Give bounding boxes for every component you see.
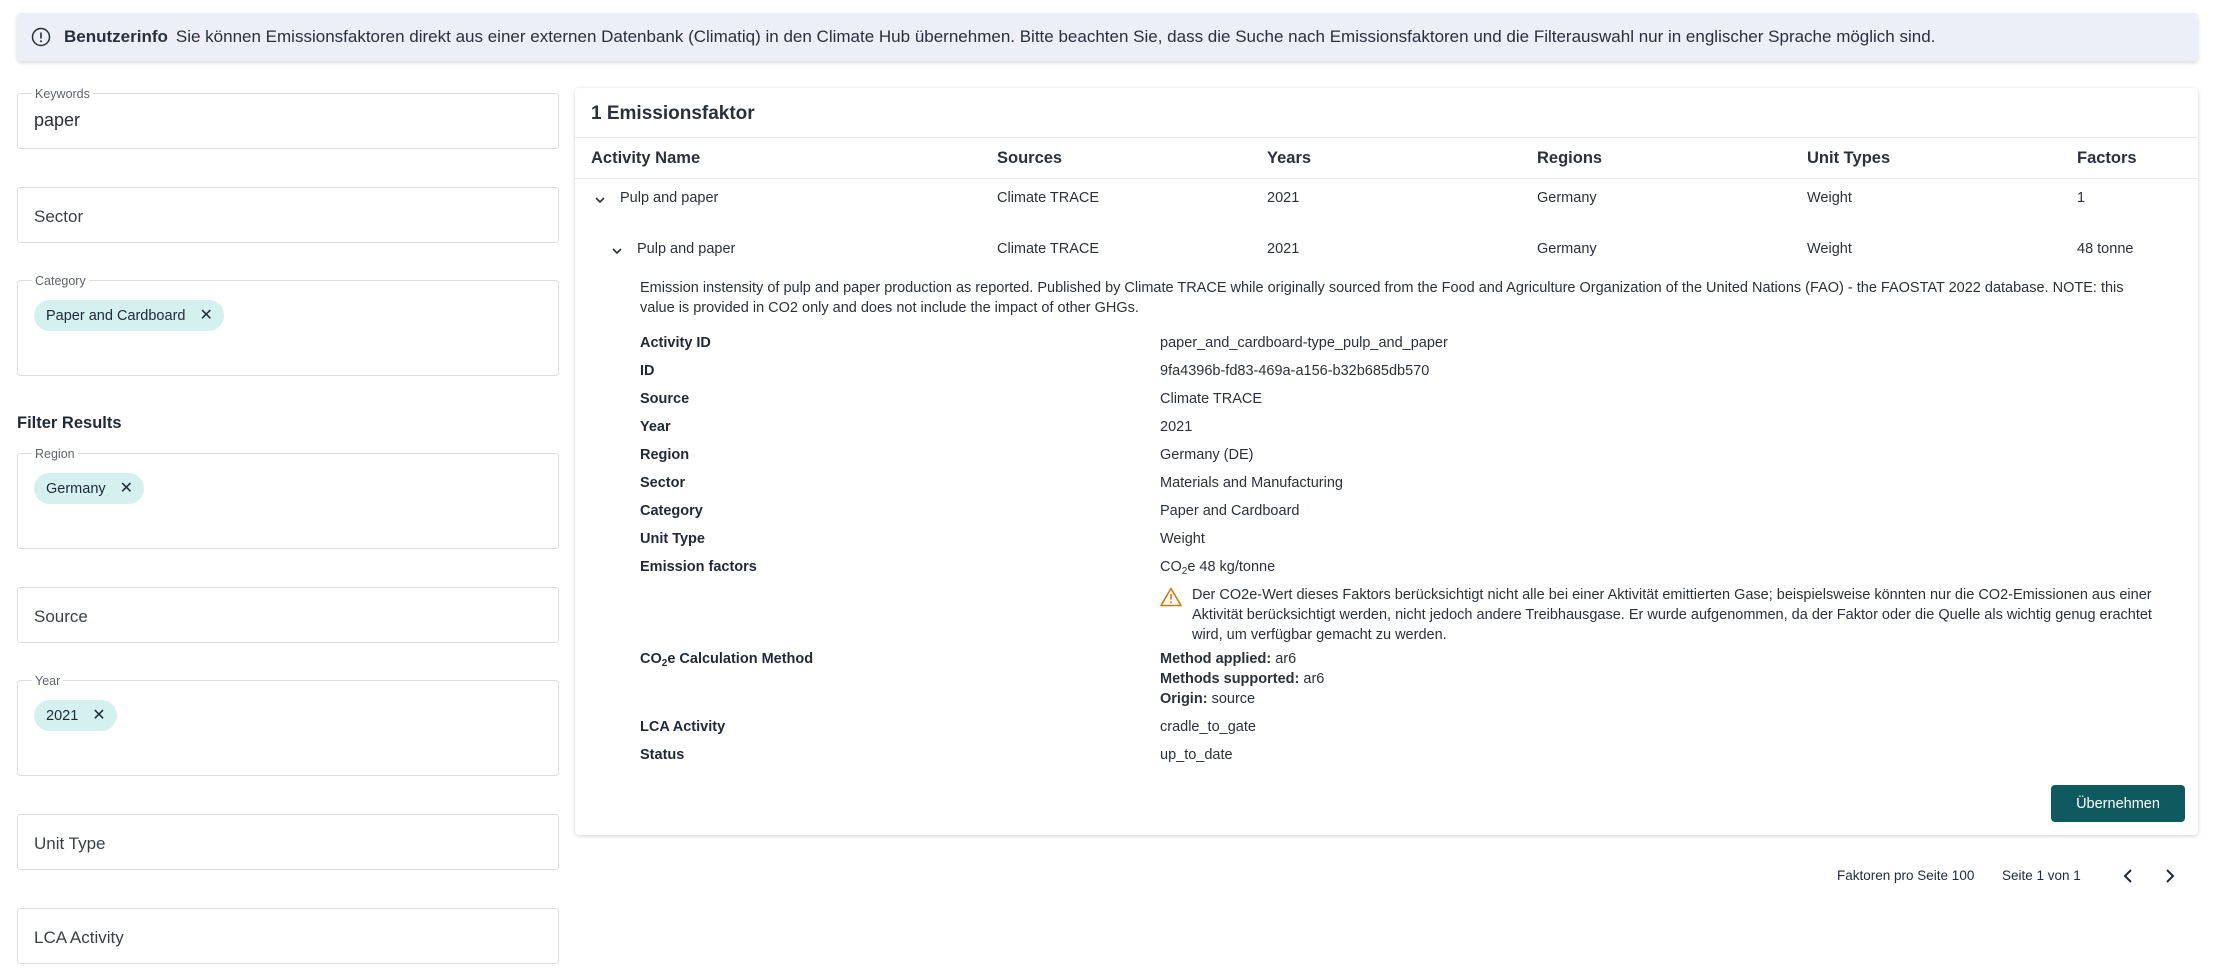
- detail-label: LCA Activity: [640, 719, 726, 735]
- sector-field[interactable]: [17, 187, 559, 243]
- remove-region-icon[interactable]: ✕: [119, 479, 134, 497]
- cell-year: 2021: [1267, 190, 1300, 206]
- detail-label: Source: [640, 391, 690, 407]
- chevron-down-icon[interactable]: [610, 244, 624, 258]
- cell-factors: 48 tonne: [2077, 241, 2134, 257]
- info-icon: [31, 27, 51, 47]
- detail-value: Materials and Manufacturing: [1160, 475, 1343, 491]
- apply-button[interactable]: Übernehmen: [2051, 785, 2185, 822]
- factor-description: Emission instensity of pulp and paper production as reported. Published by Climate TRACE while originally sourced from the Food and Agriculture Organization of the United Nations (FAO) - the FAOSTAT 2022 database. NOTE: this value is provided in CO2 only and does not include the impact of other GHGs.: [640, 280, 2124, 316]
- region-label: Region: [32, 447, 78, 461]
- year-chip-label: 2021: [46, 707, 79, 724]
- detail-label: Emission factors: [640, 559, 757, 575]
- chevron-left-icon[interactable]: [2118, 865, 2140, 887]
- detail-label: $CO_2e$ Calculation Method: [640, 651, 814, 669]
- page-info: Seite 1 von 1: [2002, 868, 2081, 883]
- category-field[interactable]: [17, 274, 559, 376]
- col-unit-types[interactable]: Unit Types: [1807, 149, 1891, 167]
- region-chip-label: Germany: [46, 480, 106, 497]
- cell-region: Germany: [1537, 190, 1597, 206]
- col-sources[interactable]: Sources: [997, 149, 1063, 167]
- detail-label: Year: [640, 419, 671, 435]
- filter-results-title: Filter Results: [17, 414, 122, 432]
- year-label: Year: [32, 674, 63, 688]
- chevron-right-icon[interactable]: [2158, 865, 2180, 887]
- detail-value: Paper and Cardboard: [1160, 503, 1300, 519]
- col-years[interactable]: Years: [1267, 149, 1312, 167]
- table-row[interactable]: [575, 184, 2198, 214]
- detail-value: paper_and_cardboard-type_pulp_and_paper: [1160, 335, 1448, 351]
- detail-label: Activity ID: [640, 335, 711, 351]
- detail-label: Region: [640, 447, 690, 463]
- col-regions[interactable]: Regions: [1537, 149, 1603, 167]
- detail-label: Unit Type: [640, 531, 705, 547]
- cell-unit-type: Weight: [1807, 241, 1852, 257]
- col-activity-name[interactable]: Activity Name: [591, 149, 701, 167]
- remove-year-icon[interactable]: ✕: [92, 706, 106, 724]
- emission-value: $CO_2e$ 48 kg/tonne: [1160, 559, 1276, 577]
- detail-value: Germany (DE): [1160, 447, 1254, 463]
- col-factors[interactable]: Factors: [2077, 149, 2137, 167]
- banner-text: Sie können Emissionsfaktoren direkt aus einer externen Datenbank (Climatiq) in den Climate Hub übernehmen. Bitte beachten Sie, dass die Suche nach Emissionsfaktoren und die Filterauswahl nur in englischer Sprache möglich sind.: [175, 27, 1936, 46]
- cell-activity-name: Pulp and paper: [637, 241, 736, 257]
- category-chip-label: Paper and Cardboard: [46, 307, 186, 324]
- source-field[interactable]: [17, 587, 559, 643]
- origin: Origin: source: [1160, 691, 1256, 707]
- detail-value: up_to_date: [1160, 747, 1233, 763]
- detail-label: Status: [640, 747, 685, 763]
- detail-label: ID: [640, 363, 655, 379]
- cell-year: 2021: [1267, 241, 1300, 257]
- keywords-input[interactable]: paper: [34, 110, 81, 130]
- per-page-selector[interactable]: Faktoren pro Seite 100: [1837, 868, 1975, 883]
- banner-title: Benutzerinfo: [64, 27, 168, 46]
- cell-source: Climate TRACE: [997, 241, 1100, 257]
- chevron-down-icon[interactable]: [593, 193, 607, 207]
- year-chip: [34, 700, 117, 731]
- detail-value: Weight: [1160, 531, 1205, 547]
- unit-type-field[interactable]: [17, 814, 559, 870]
- warning-icon: [1160, 587, 1182, 607]
- keywords-label: Keywords: [32, 87, 93, 101]
- region-field[interactable]: [17, 447, 559, 549]
- remove-category-icon[interactable]: ✕: [199, 306, 213, 324]
- cell-activity-name: Pulp and paper: [620, 190, 719, 206]
- detail-value: cradle_to_gate: [1160, 719, 1256, 735]
- category-label: Category: [32, 274, 89, 288]
- region-chip: [34, 473, 144, 504]
- unit-type-placeholder: Unit Type: [34, 834, 106, 853]
- table-row[interactable]: [575, 235, 2198, 265]
- cell-source: Climate TRACE: [997, 190, 1100, 206]
- table-header: [575, 138, 2198, 179]
- cell-factors: 1: [2077, 190, 2086, 206]
- year-field[interactable]: [17, 674, 559, 776]
- method-applied: Method applied: ar6: [1160, 651, 1297, 667]
- source-placeholder: Source: [34, 607, 88, 626]
- results-card: [575, 88, 2198, 835]
- warning-text: Der CO2e-Wert dieses Faktors berücksichtigt nicht alle bei einer Aktivität emittierten Gase; beispielsweise könnten nur die CO2-Emissionen aus einer Aktivität berücksichtigt werden, nicht jedoch andere Treibhausgase. Er wurde aufgenommen, da der Faktor oder die Quelle als wichtig genug erachtet wird, um verfügbar gemacht zu werden.: [1192, 587, 2152, 643]
- methods-supported: Methods supported: ar6: [1160, 671, 1325, 687]
- lca-activity-placeholder: LCA Activity: [34, 928, 124, 947]
- detail-value: 9fa4396b-fd83-469a-a156-b32b685db570: [1160, 363, 1430, 379]
- detail-label: Category: [640, 503, 703, 519]
- keywords-field[interactable]: [17, 87, 559, 149]
- cell-region: Germany: [1537, 241, 1597, 257]
- detail-value: 2021: [1160, 419, 1193, 435]
- lca-activity-field[interactable]: [17, 908, 559, 964]
- sector-placeholder: Sector: [34, 207, 84, 226]
- detail-label: Sector: [640, 475, 686, 491]
- category-chip: [34, 300, 224, 331]
- info-banner: [17, 13, 2198, 61]
- cell-unit-type: Weight: [1807, 190, 1852, 206]
- detail-value: Climate TRACE: [1160, 391, 1263, 407]
- results-title: 1 Emissionsfaktor: [591, 103, 755, 124]
